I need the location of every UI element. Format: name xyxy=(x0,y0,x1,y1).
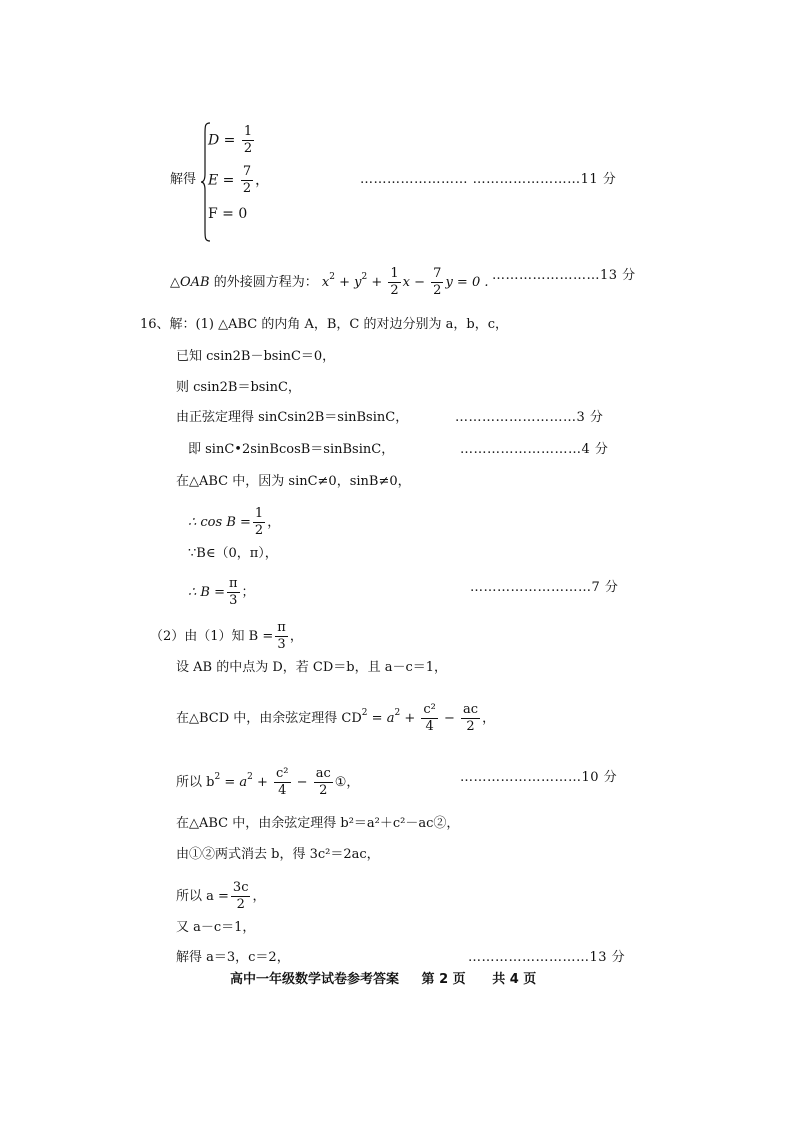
score-13a: ……………………13 分 xyxy=(492,268,636,283)
q16-line9: ∴ B = $\frac{\pi}{3}$ ； xyxy=(188,576,255,608)
eq-d: D = $\frac{1}{2}$ xyxy=(208,124,253,156)
score-10: ………………………10 分 xyxy=(460,770,618,785)
part2-line1: （2）由（1）知 B = $\frac{\pi}{3}$ ， xyxy=(150,620,303,652)
page-footer xyxy=(230,968,536,987)
q16-line8: ∵B∈（0，π）， xyxy=(188,546,278,561)
eq-f: F = 0 xyxy=(208,206,248,222)
footer-page: 第 2 页 xyxy=(421,972,466,987)
part2-line7: 所以 a = $\frac{3c}{2}$ ， xyxy=(176,880,266,912)
part2-line8: 又 a－c＝1， xyxy=(176,920,256,935)
circle-equation: △OAB 的外接圆方程为： $x^2 + y^2$ + $\frac{1}{2}$ x − $\frac{7}{2}$ y = 0 . xyxy=(170,266,489,298)
part2-line2: 设 AB 的中点为 D，若 CD＝b，且 a－c＝1， xyxy=(176,660,448,675)
score-7: ………………………7 分 xyxy=(470,580,619,595)
part2-line6: 由①②两式消去 b，得 3c²＝2ac， xyxy=(176,847,380,862)
part2-line4: 所以 $b^2 = a^2$ + $\frac{\text{c²}}{4}$ − $\frac{ac}{2}$ ①， xyxy=(176,766,360,798)
part2-line5: 在△ABC 中，由余弦定理得 b²＝a²＋c²－ac②， xyxy=(176,816,460,831)
part2-line3: 在△BCD 中，由余弦定理得 $CD^2 = a^2$ + $\frac{\text{c²}}{4}$ − $\frac{ac}{2}$ ， xyxy=(176,702,496,734)
system-prefix: 解得 xyxy=(170,172,197,187)
part2-line9: 解得 a＝3，c＝2， xyxy=(176,950,290,965)
q16-line6: 在△ABC 中，因为 sinC≠0，sinB≠0， xyxy=(176,474,411,489)
score-13b: ………………………13 分 xyxy=(468,950,626,965)
eq-e: E = $\frac{7}{2}$ ， xyxy=(208,164,270,196)
score-4: ………………………4 分 xyxy=(460,442,609,457)
q16-line1: 16、解：(1) △ABC 的内角 A，B，C 的对边分别为 a，b，c， xyxy=(140,317,508,332)
q16-line2: 已知 csin2B－bsinC＝0， xyxy=(176,349,336,364)
score-11: …………………… ……………………11 分 xyxy=(360,172,617,187)
footer-total: 共 4 页 xyxy=(492,972,537,987)
score-3: ………………………3 分 xyxy=(455,410,604,425)
q16-line3: 则 csin2B＝bsinC， xyxy=(176,380,301,395)
footer-title: 高中一年级数学试卷参考答案 xyxy=(230,972,400,987)
q16-line4: 由正弦定理得 sinCsin2B＝sinBsinC， xyxy=(176,410,409,425)
q16-line7: ∴ cos B = $\frac{1}{2}$ ， xyxy=(188,506,281,538)
q16-line5: 即 sinC•2sinBcosB＝sinBsinC， xyxy=(188,442,395,457)
